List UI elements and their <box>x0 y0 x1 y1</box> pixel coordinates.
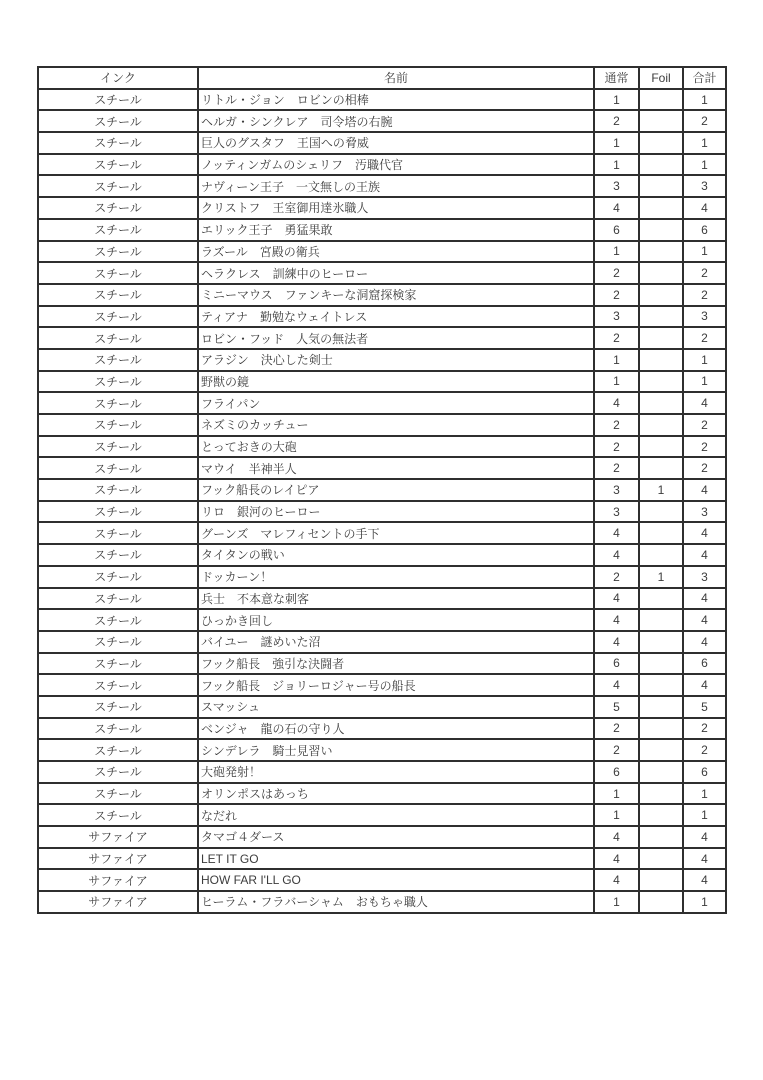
ink-cell: スチール <box>38 457 198 479</box>
total-count-cell: 6 <box>683 761 726 783</box>
total-count-cell: 3 <box>683 566 726 588</box>
header-foil: Foil <box>639 67 683 89</box>
foil-count-cell <box>639 414 683 436</box>
total-count-cell: 1 <box>683 132 726 154</box>
name-cell: ナヴィーン王子 一文無しの王族 <box>198 175 594 197</box>
ink-cell: スチール <box>38 522 198 544</box>
foil-count-cell <box>639 891 683 913</box>
name-cell: ヘラクレス 訓練中のヒーロー <box>198 262 594 284</box>
normal-count-cell: 4 <box>594 869 639 891</box>
name-cell: バイユー 謎めいた沼 <box>198 631 594 653</box>
name-cell: リトル・ジョン ロビンの相棒 <box>198 89 594 111</box>
foil-count-cell <box>639 653 683 675</box>
name-cell: ロビン・フッド 人気の無法者 <box>198 327 594 349</box>
name-cell: ドッカーン！ <box>198 566 594 588</box>
ink-cell: サファイア <box>38 869 198 891</box>
ink-cell: スチール <box>38 696 198 718</box>
table-row <box>38 414 726 436</box>
total-count-cell: 3 <box>683 175 726 197</box>
total-count-cell: 1 <box>683 241 726 263</box>
total-count-cell: 4 <box>683 826 726 848</box>
foil-count-cell <box>639 219 683 241</box>
table-row <box>38 197 726 219</box>
normal-count-cell: 1 <box>594 132 639 154</box>
foil-count-cell <box>639 457 683 479</box>
normal-count-cell: 1 <box>594 241 639 263</box>
ink-cell: スチール <box>38 739 198 761</box>
ink-cell: スチール <box>38 284 198 306</box>
normal-count-cell: 3 <box>594 175 639 197</box>
total-count-cell: 4 <box>683 522 726 544</box>
ink-cell: スチール <box>38 718 198 740</box>
total-count-cell: 4 <box>683 392 726 414</box>
name-cell: フック船長 ジョリーロジャー号の船長 <box>198 674 594 696</box>
header-total: 合計 <box>683 67 726 89</box>
total-count-cell: 5 <box>683 696 726 718</box>
name-cell: HOW FAR I'LL GO <box>198 869 594 891</box>
table-row <box>38 327 726 349</box>
total-count-cell: 1 <box>683 89 726 111</box>
total-count-cell: 6 <box>683 219 726 241</box>
normal-count-cell: 4 <box>594 848 639 870</box>
normal-count-cell: 4 <box>594 826 639 848</box>
normal-count-cell: 2 <box>594 414 639 436</box>
normal-count-cell: 1 <box>594 154 639 176</box>
foil-count-cell <box>639 609 683 631</box>
total-count-cell: 4 <box>683 544 726 566</box>
normal-count-cell: 1 <box>594 804 639 826</box>
table-body <box>38 89 726 913</box>
total-count-cell: 2 <box>683 436 726 458</box>
total-count-cell: 1 <box>683 349 726 371</box>
table-row <box>38 739 726 761</box>
normal-count-cell: 3 <box>594 306 639 328</box>
name-cell: ティアナ 勤勉なウェイトレス <box>198 306 594 328</box>
table-row <box>38 674 726 696</box>
foil-count-cell <box>639 89 683 111</box>
name-cell: シンデレラ 騎士見習い <box>198 739 594 761</box>
foil-count-cell <box>639 674 683 696</box>
foil-count-cell <box>639 522 683 544</box>
name-cell: スマッシュ <box>198 696 594 718</box>
normal-count-cell: 4 <box>594 197 639 219</box>
total-count-cell: 1 <box>683 371 726 393</box>
foil-count-cell <box>639 544 683 566</box>
ink-cell: スチール <box>38 241 198 263</box>
ink-cell: スチール <box>38 262 198 284</box>
total-count-cell: 4 <box>683 197 726 219</box>
ink-cell: スチール <box>38 566 198 588</box>
normal-count-cell: 2 <box>594 718 639 740</box>
total-count-cell: 3 <box>683 306 726 328</box>
normal-count-cell: 4 <box>594 631 639 653</box>
ink-cell: スチール <box>38 674 198 696</box>
name-cell: ひっかき回し <box>198 609 594 631</box>
ink-cell: スチール <box>38 110 198 132</box>
ink-cell: スチール <box>38 501 198 523</box>
normal-count-cell: 6 <box>594 653 639 675</box>
normal-count-cell: 2 <box>594 436 639 458</box>
table-row <box>38 848 726 870</box>
ink-cell: スチール <box>38 609 198 631</box>
name-cell: 兵士 不本意な刺客 <box>198 588 594 610</box>
foil-count-cell <box>639 371 683 393</box>
name-cell: フック船長のレイピア <box>198 479 594 501</box>
normal-count-cell: 6 <box>594 219 639 241</box>
table-row <box>38 262 726 284</box>
table-row <box>38 479 726 501</box>
table-row <box>38 609 726 631</box>
normal-count-cell: 1 <box>594 349 639 371</box>
total-count-cell: 2 <box>683 327 726 349</box>
table-row <box>38 869 726 891</box>
ink-cell: スチール <box>38 327 198 349</box>
foil-count-cell <box>639 175 683 197</box>
table-row <box>38 631 726 653</box>
table-row <box>38 544 726 566</box>
foil-count-cell <box>639 436 683 458</box>
foil-count-cell <box>639 501 683 523</box>
total-count-cell: 1 <box>683 891 726 913</box>
foil-count-cell <box>639 241 683 263</box>
name-cell: ヒーラム・フラバーシャム おもちゃ職人 <box>198 891 594 913</box>
normal-count-cell: 5 <box>594 696 639 718</box>
table-row <box>38 566 726 588</box>
table-row <box>38 783 726 805</box>
total-count-cell: 4 <box>683 674 726 696</box>
name-cell: タマゴ４ダース <box>198 826 594 848</box>
header-ink: インク <box>38 67 198 89</box>
normal-count-cell: 4 <box>594 392 639 414</box>
ink-cell: スチール <box>38 154 198 176</box>
table-row <box>38 110 726 132</box>
ink-cell: スチール <box>38 804 198 826</box>
table-row <box>38 522 726 544</box>
table-row <box>38 891 726 913</box>
normal-count-cell: 2 <box>594 110 639 132</box>
table-row <box>38 501 726 523</box>
foil-count-cell <box>639 848 683 870</box>
foil-count-cell <box>639 761 683 783</box>
ink-cell: スチール <box>38 544 198 566</box>
normal-count-cell: 2 <box>594 457 639 479</box>
foil-count-cell <box>639 588 683 610</box>
table-row <box>38 349 726 371</box>
ink-cell: スチール <box>38 588 198 610</box>
table-row <box>38 241 726 263</box>
name-cell: 大砲発射！ <box>198 761 594 783</box>
table-row <box>38 436 726 458</box>
normal-count-cell: 4 <box>594 674 639 696</box>
name-cell: なだれ <box>198 804 594 826</box>
card-inventory-table <box>37 66 727 914</box>
table-row <box>38 219 726 241</box>
name-cell: ラズール 宮殿の衛兵 <box>198 241 594 263</box>
foil-count-cell <box>639 783 683 805</box>
table-row <box>38 804 726 826</box>
ink-cell: スチール <box>38 392 198 414</box>
normal-count-cell: 1 <box>594 783 639 805</box>
name-cell: リロ 銀河のヒーロー <box>198 501 594 523</box>
foil-count-cell <box>639 804 683 826</box>
name-cell: ミニーマウス ファンキーな洞窟探検家 <box>198 284 594 306</box>
name-cell: 巨人のグスタフ 王国への脅威 <box>198 132 594 154</box>
name-cell: ネズミのカッチュー <box>198 414 594 436</box>
ink-cell: サファイア <box>38 826 198 848</box>
total-count-cell: 2 <box>683 739 726 761</box>
foil-count-cell <box>639 392 683 414</box>
foil-count-cell <box>639 826 683 848</box>
foil-count-cell <box>639 869 683 891</box>
foil-count-cell <box>639 110 683 132</box>
normal-count-cell: 4 <box>594 609 639 631</box>
ink-cell: スチール <box>38 219 198 241</box>
total-count-cell: 4 <box>683 631 726 653</box>
foil-count-cell <box>639 631 683 653</box>
table-row <box>38 89 726 111</box>
total-count-cell: 3 <box>683 501 726 523</box>
normal-count-cell: 2 <box>594 284 639 306</box>
table-header-row <box>38 67 726 89</box>
table-row <box>38 371 726 393</box>
ink-cell: サファイア <box>38 891 198 913</box>
table-row <box>38 588 726 610</box>
name-cell: マウイ 半神半人 <box>198 457 594 479</box>
total-count-cell: 4 <box>683 848 726 870</box>
total-count-cell: 2 <box>683 414 726 436</box>
name-cell: とっておきの大砲 <box>198 436 594 458</box>
ink-cell: スチール <box>38 132 198 154</box>
ink-cell: スチール <box>38 197 198 219</box>
total-count-cell: 2 <box>683 262 726 284</box>
foil-count-cell <box>639 696 683 718</box>
normal-count-cell: 4 <box>594 588 639 610</box>
name-cell: LET IT GO <box>198 848 594 870</box>
table-row <box>38 132 726 154</box>
total-count-cell: 2 <box>683 457 726 479</box>
normal-count-cell: 2 <box>594 262 639 284</box>
foil-count-cell: 1 <box>639 479 683 501</box>
total-count-cell: 4 <box>683 588 726 610</box>
normal-count-cell: 4 <box>594 544 639 566</box>
ink-cell: スチール <box>38 175 198 197</box>
foil-count-cell <box>639 327 683 349</box>
name-cell: ヘルガ・シンクレア 司令塔の右腕 <box>198 110 594 132</box>
name-cell: ベンジャ 龍の石の守り人 <box>198 718 594 740</box>
name-cell: タイタンの戦い <box>198 544 594 566</box>
total-count-cell: 1 <box>683 804 726 826</box>
header-normal: 通常 <box>594 67 639 89</box>
table-row <box>38 154 726 176</box>
table-row <box>38 718 726 740</box>
table-row <box>38 457 726 479</box>
name-cell: フック船長 強引な決闘者 <box>198 653 594 675</box>
normal-count-cell: 6 <box>594 761 639 783</box>
table-row <box>38 696 726 718</box>
foil-count-cell: 1 <box>639 566 683 588</box>
table-row <box>38 653 726 675</box>
ink-cell: スチール <box>38 306 198 328</box>
ink-cell: スチール <box>38 479 198 501</box>
table-row <box>38 392 726 414</box>
total-count-cell: 2 <box>683 284 726 306</box>
foil-count-cell <box>639 154 683 176</box>
foil-count-cell <box>639 349 683 371</box>
ink-cell: スチール <box>38 349 198 371</box>
table-row <box>38 175 726 197</box>
total-count-cell: 4 <box>683 869 726 891</box>
name-cell: グーンズ マレフィセントの手下 <box>198 522 594 544</box>
normal-count-cell: 2 <box>594 739 639 761</box>
ink-cell: スチール <box>38 89 198 111</box>
foil-count-cell <box>639 284 683 306</box>
foil-count-cell <box>639 197 683 219</box>
normal-count-cell: 1 <box>594 891 639 913</box>
normal-count-cell: 1 <box>594 89 639 111</box>
table-row <box>38 761 726 783</box>
normal-count-cell: 4 <box>594 522 639 544</box>
table-row <box>38 826 726 848</box>
normal-count-cell: 3 <box>594 501 639 523</box>
total-count-cell: 4 <box>683 479 726 501</box>
name-cell: 野獣の鏡 <box>198 371 594 393</box>
total-count-cell: 4 <box>683 609 726 631</box>
name-cell: フライパン <box>198 392 594 414</box>
total-count-cell: 6 <box>683 653 726 675</box>
ink-cell: スチール <box>38 371 198 393</box>
ink-cell: スチール <box>38 414 198 436</box>
foil-count-cell <box>639 718 683 740</box>
total-count-cell: 1 <box>683 154 726 176</box>
ink-cell: スチール <box>38 436 198 458</box>
table-row <box>38 306 726 328</box>
total-count-cell: 1 <box>683 783 726 805</box>
name-cell: エリック王子 勇猛果敢 <box>198 219 594 241</box>
foil-count-cell <box>639 132 683 154</box>
normal-count-cell: 2 <box>594 327 639 349</box>
ink-cell: サファイア <box>38 848 198 870</box>
ink-cell: スチール <box>38 653 198 675</box>
name-cell: ノッティンガムのシェリフ 汚職代官 <box>198 154 594 176</box>
foil-count-cell <box>639 306 683 328</box>
total-count-cell: 2 <box>683 110 726 132</box>
name-cell: アラジン 決心した剣士 <box>198 349 594 371</box>
table-row <box>38 284 726 306</box>
name-cell: クリストフ 王室御用達氷職人 <box>198 197 594 219</box>
foil-count-cell <box>639 739 683 761</box>
ink-cell: スチール <box>38 631 198 653</box>
ink-cell: スチール <box>38 761 198 783</box>
total-count-cell: 2 <box>683 718 726 740</box>
ink-cell: スチール <box>38 783 198 805</box>
name-cell: オリンポスはあっち <box>198 783 594 805</box>
normal-count-cell: 3 <box>594 479 639 501</box>
normal-count-cell: 2 <box>594 566 639 588</box>
header-name: 名前 <box>198 67 594 89</box>
foil-count-cell <box>639 262 683 284</box>
normal-count-cell: 1 <box>594 371 639 393</box>
